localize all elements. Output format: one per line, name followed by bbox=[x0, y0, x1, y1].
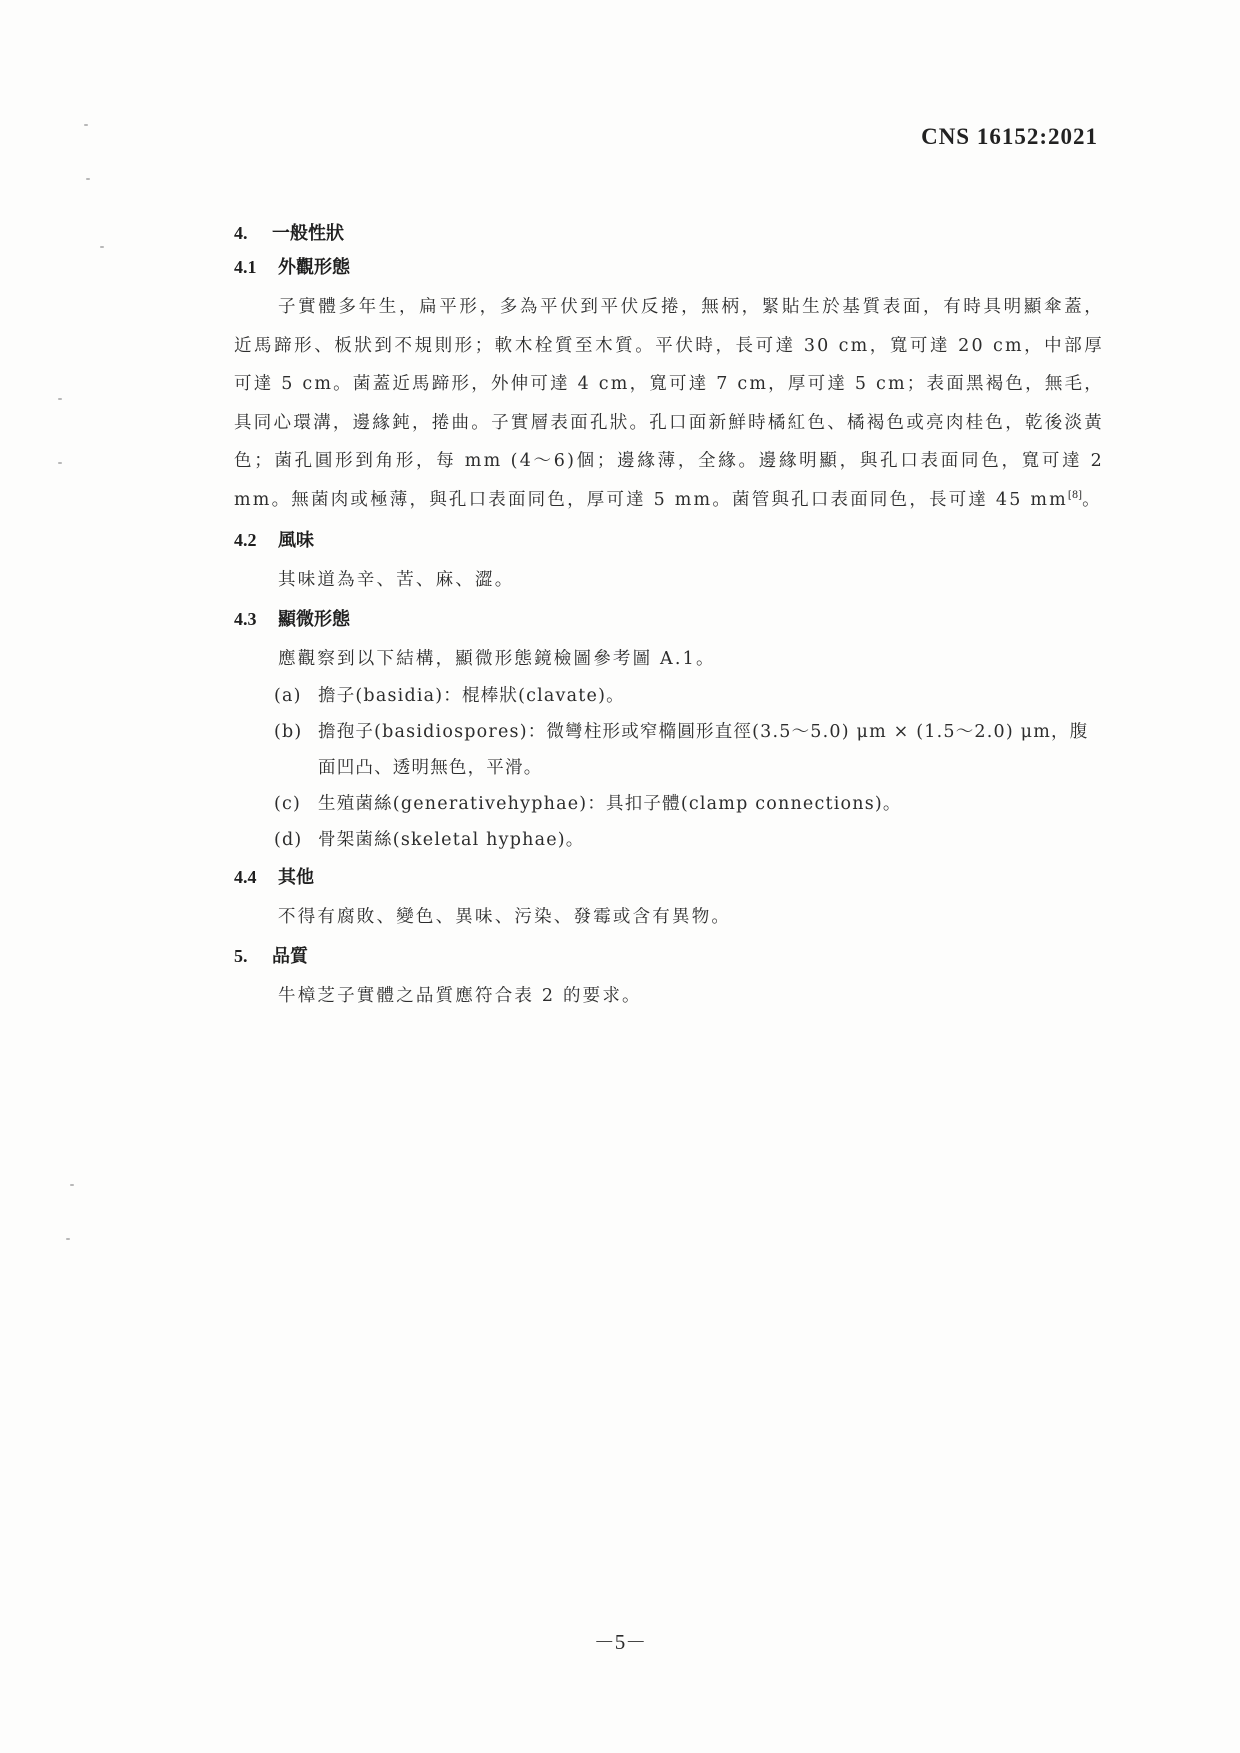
scan-speck bbox=[100, 246, 104, 248]
section-heading-4-2 bbox=[234, 523, 1104, 557]
list-item bbox=[234, 822, 1104, 858]
section-title: 顯微形態 bbox=[278, 608, 350, 630]
section-number: 5. bbox=[234, 945, 248, 966]
list-item bbox=[234, 786, 1104, 822]
list-marker: (a) bbox=[274, 686, 302, 706]
section-number: 4. bbox=[234, 223, 248, 243]
list-item bbox=[234, 714, 1104, 786]
scan-speck bbox=[58, 398, 62, 400]
section-heading-5 bbox=[234, 939, 1104, 973]
reference-mark: [8] bbox=[1067, 489, 1083, 501]
section-heading-4 bbox=[234, 216, 1104, 250]
standard-number: CNS 16152:2021 bbox=[921, 124, 1098, 149]
section-number: 4.2 bbox=[234, 530, 257, 550]
scan-speck bbox=[58, 462, 62, 464]
section-title: 其他 bbox=[278, 867, 314, 888]
list-item-text: 擔孢子(basidiospores)：微彎柱形或窄橢圓形直徑(3.5～5.0) μm × (1.5～2.0) μm，腹面凹凸、透明無色，平滑。 bbox=[318, 722, 1089, 778]
section-title: 品質 bbox=[272, 945, 308, 967]
section-heading-4-4 bbox=[234, 860, 1104, 894]
document-body bbox=[234, 216, 1104, 1017]
list-item bbox=[234, 678, 1104, 714]
list-marker: (d) bbox=[274, 830, 303, 850]
scan-speck bbox=[66, 1238, 70, 1240]
section-number: 4.4 bbox=[234, 867, 257, 887]
page-number: －5－ bbox=[593, 1630, 647, 1654]
scan-speck bbox=[86, 178, 90, 180]
section-title: 風味 bbox=[278, 530, 314, 551]
section-title: 一般性狀 bbox=[272, 223, 344, 244]
section-number: 4.3 bbox=[234, 608, 257, 629]
list-marker: (b) bbox=[274, 722, 303, 742]
appearance-text-end: 。 bbox=[1082, 489, 1102, 510]
other-paragraph: 不得有腐敗、變色、異味、污染、發霉或含有異物。 bbox=[278, 907, 732, 927]
section-heading-4-1 bbox=[234, 250, 1104, 284]
quality-paragraph: 牛樟芝子實體之品質應符合表 2 的要求。 bbox=[278, 985, 642, 1006]
list-item-text: 擔子(basidia)：棍棒狀(clavate)。 bbox=[318, 686, 625, 706]
section-title: 外觀形態 bbox=[278, 257, 350, 278]
flavor-paragraph: 其味道為辛、苦、麻、澀。 bbox=[278, 570, 515, 590]
list-item-text: 骨架菌絲(skeletal hyphae)。 bbox=[318, 830, 585, 850]
scan-speck bbox=[84, 124, 88, 126]
appearance-paragraph bbox=[234, 288, 1104, 519]
appearance-text: 子實體多年生，扁平形，多為平伏到平伏反捲，無柄，緊貼生於基質表面，有時具明顯傘蓋，近馬蹄形、板狀到不規則形；軟木栓質至木質。平伏時，長可達 30 cm，寬可達 20 cm，中部厚可達 5 cm。菌蓋近馬蹄形，外伸可達 4 cm，寬可達 7 cm，厚可達 5 cm；表面黑褐色，無毛，具同心環溝，邊緣鈍，捲曲。子實層表面孔狀。孔口面新鮮時橘紅色、橘褐色或亮肉桂色，乾後淡黃色；菌孔圓形到角形，每 mm (4～6)個；邊緣薄，全緣。邊緣明顯，與孔口表面同色，寬可達 2 mm。無菌肉或極薄，與孔口表面同色，厚可達 5 mm。菌管與孔口表面同色，長可達 45 mm bbox=[234, 297, 1104, 510]
section-heading-4-3 bbox=[234, 602, 1104, 636]
microscopy-intro: 應觀察到以下結構，顯微形態鏡檢圖參考圖 A.1。 bbox=[278, 648, 716, 669]
section-number: 4.1 bbox=[234, 257, 257, 277]
list-item-text: 生殖菌絲(generativehyphae)：具扣子體(clamp connections)。 bbox=[318, 794, 902, 814]
scan-speck bbox=[70, 1184, 74, 1186]
list-marker: (c) bbox=[274, 794, 302, 814]
